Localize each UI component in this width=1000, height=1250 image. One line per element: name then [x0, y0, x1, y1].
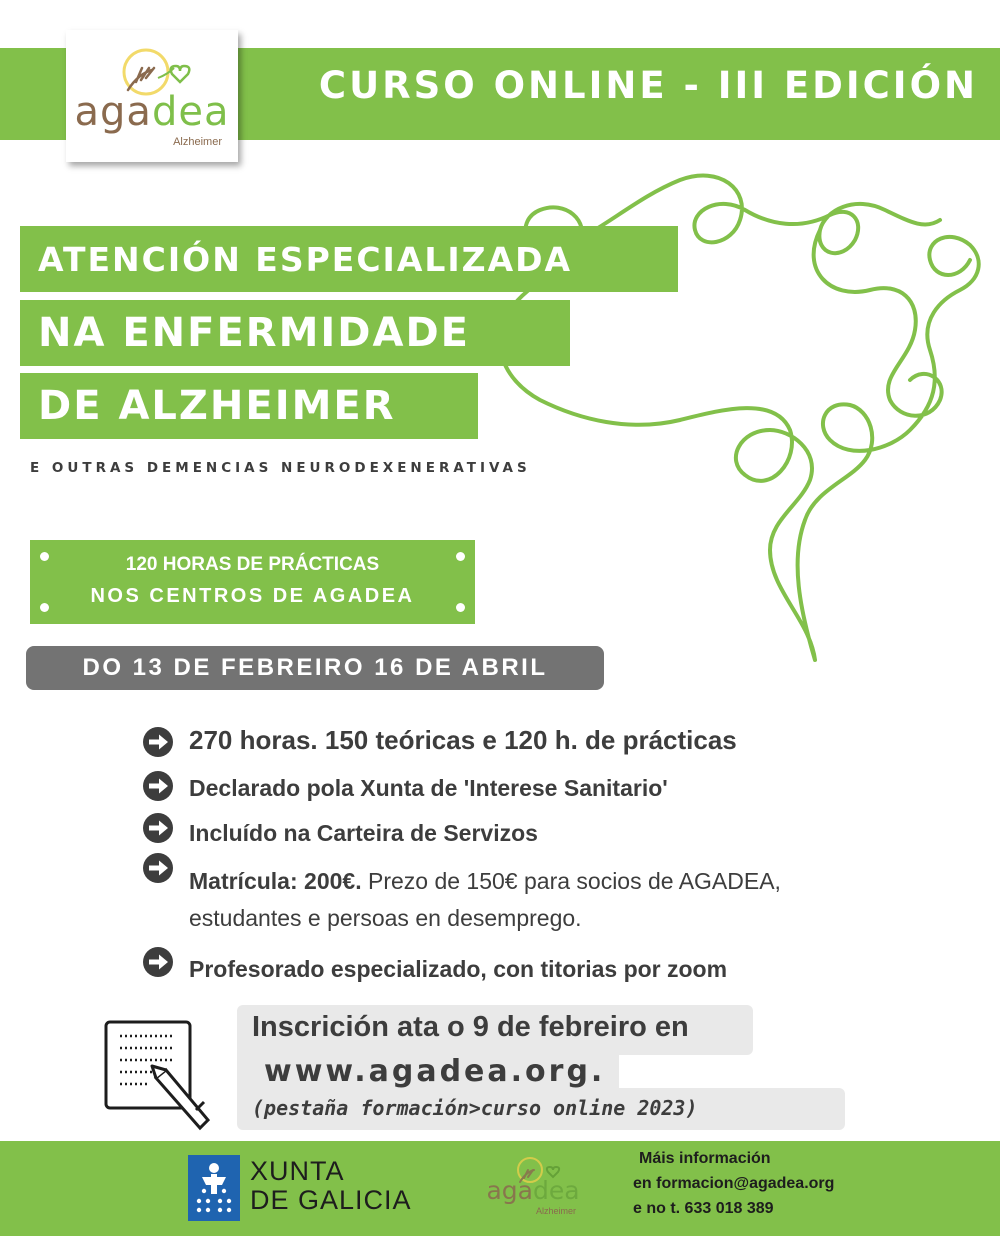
- course-subtitle: E OUTRAS DEMENCIAS NEURODEXENERATIVAS: [30, 460, 531, 476]
- arrow-right-icon: [142, 770, 174, 802]
- footer-logo-wordmark: agadea: [486, 1176, 580, 1205]
- contact-title: Máis información: [639, 1150, 771, 1167]
- list-item: [142, 770, 992, 806]
- xunta-line-1: XUNTA: [250, 1156, 345, 1186]
- list-item: [142, 850, 992, 940]
- xunta-wordmark: [250, 1157, 412, 1215]
- course-title-line-1: ATENCIÓN ESPECIALIZADA: [20, 226, 678, 292]
- arrow-right-icon: [142, 726, 174, 758]
- bullet-declared: Declarado pola Xunta de 'Interese Sanitario': [189, 775, 668, 801]
- fee-amount: Matrícula: 200€.: [189, 868, 362, 894]
- bullet-services: Incluído na Carteira de Servizos: [189, 820, 538, 846]
- course-dates-badge: DO 13 DE FEBREIRO 16 DE ABRIL: [26, 646, 604, 690]
- bullet-teachers: Profesorado especializado, con titorias por zoom: [189, 956, 728, 982]
- logo-subtitle: Alzheimer: [173, 136, 222, 148]
- fee-detail: Prezo de 150€ para socios de AGADEA,: [361, 868, 781, 894]
- arrow-right-icon: [142, 946, 174, 978]
- arrow-right-icon: [142, 852, 174, 884]
- practices-box: [30, 540, 475, 624]
- list-item: [142, 724, 992, 764]
- logo-wordmark: agadea: [74, 89, 230, 135]
- footer-agadea-logo: [478, 1150, 588, 1225]
- list-item: [142, 812, 992, 848]
- practices-line-1: 120 HORAS DE PRÁCTICAS: [125, 554, 380, 575]
- arrow-right-icon: [142, 812, 174, 844]
- bullet-hours: 270 horas. 150 teóricas e 120 h. de prácticas: [189, 725, 737, 755]
- footer-logo-subtitle: Alzheimer: [535, 1206, 576, 1216]
- list-item: [142, 946, 992, 982]
- xunta-line-2: DE GALICIA: [250, 1185, 412, 1215]
- form-pencil-icon: [100, 1018, 215, 1133]
- inscription-url-link[interactable]: www.agadea.org.: [264, 1054, 606, 1089]
- contact-email-link[interactable]: en formacion@agadea.org: [633, 1175, 835, 1192]
- practices-line-2: NOS CENTROS DE AGADEA: [90, 585, 415, 607]
- bullet-fee-line-2: estudantes e persoas en desemprego.: [189, 905, 582, 931]
- inscription-note: (pestaña formación>curso online 2023): [252, 1096, 698, 1120]
- contact-phone: e no t. 633 018 389: [633, 1200, 774, 1217]
- agadea-logo: [66, 30, 238, 162]
- course-title-line-2: NA ENFERMIDADE: [20, 300, 570, 366]
- course-edition-title: CURSO ONLINE - III EDICIÓN: [318, 64, 978, 107]
- course-title-line-3: DE ALZHEIMER: [20, 373, 478, 439]
- inscription-deadline: Inscrición ata o 9 de febreiro en: [252, 1011, 689, 1043]
- xunta-shield-icon: [188, 1155, 240, 1221]
- bullet-fee: [189, 868, 781, 895]
- contact-info: [633, 1146, 834, 1221]
